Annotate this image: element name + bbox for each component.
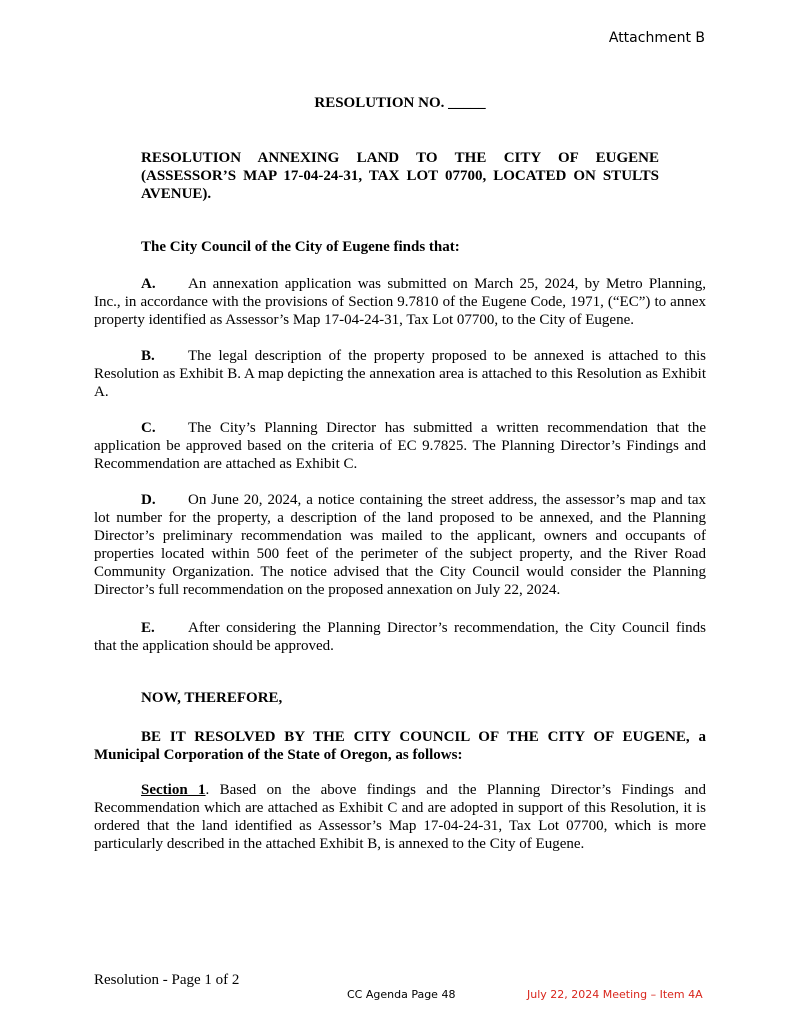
- finding-text: After considering the Planning Director’s recommendation, the City Council finds that the application should be approved.: [94, 620, 706, 654]
- finding-c: [94, 419, 706, 473]
- finding-label: A.: [141, 276, 156, 292]
- finding-text: An annexation application was submitted on March 25, 2024, by Metro Planning, Inc., in accordance with the provisions of Section 9.7810 of the Eugene Code, 1971, (“EC”) to annex property identified as Assessor’s Map 17-04-24-31, Tax Lot 07700, to the City of Eugene.: [94, 276, 706, 328]
- finding-label: C.: [141, 420, 156, 436]
- resolution-number: RESOLUTION NO. _____: [314, 95, 486, 111]
- finding-label: D.: [141, 492, 156, 508]
- finding-text: The legal description of the property proposed to be annexed is attached to this Resolution as Exhibit B. A map depicting the annexation area is attached to this Resolution as Exhibit A.: [94, 348, 706, 400]
- finding-label: B.: [141, 348, 155, 364]
- attachment-label: Attachment B: [608, 30, 705, 46]
- finding-text: The City’s Planning Director has submitted a written recommendation that the application be approved based on the criteria of EC 9.7825. The Planning Director’s Findings and Recommendation are attached as Exhibit C.: [94, 420, 706, 472]
- finding-d: [94, 491, 706, 599]
- meeting-label: July 22, 2024 Meeting – Item 4A: [527, 988, 703, 1001]
- findings-heading: The City Council of the City of Eugene finds that:: [141, 239, 460, 255]
- section-1: [94, 781, 706, 853]
- finding-label: E.: [141, 620, 155, 636]
- finding-text: On June 20, 2024, a notice containing the street address, the assessor’s map and tax lot number for the property, a description of the land proposed to be annexed, and the Planning Director’s preliminary recommendation was mailed to the applicant, owners and occupants of properties located within 500 feet of the perimeter of the subject property, and the River Road Community Organization. The notice advised that the City Council would consider the Planning Director’s full recommendation on the proposed annexation on July 22, 2024.: [94, 492, 706, 598]
- finding-a: [94, 275, 706, 329]
- resolved-clause: [94, 728, 706, 764]
- agenda-page: CC Agenda Page 48: [347, 988, 456, 1001]
- resolved-text: BE IT RESOLVED BY THE CITY COUNCIL OF THE CITY OF EUGENE, a Municipal Corporation of the State of Oregon, as follows:: [94, 729, 706, 763]
- now-therefore: NOW, THEREFORE,: [141, 690, 283, 706]
- page-number: Resolution - Page 1 of 2: [94, 972, 240, 988]
- resolution-title: RESOLUTION ANNEXING LAND TO THE CITY OF EUGENE (ASSESSOR’S MAP 17-04-24-31, TAX LOT 07700, LOCATED ON STULTS AVENUE).: [141, 150, 659, 202]
- finding-e: [94, 619, 706, 655]
- section-1-label: Section 1: [141, 782, 206, 798]
- finding-b: [94, 347, 706, 401]
- section-1-text: . Based on the above findings and the Planning Director’s Findings and Recommendation which are attached as Exhibit C and are adopted in support of this Resolution, it is ordered that the land identified as Assessor’s Map 17-04-24-31, Tax Lot 07700, which is more particularly described in the attached Exhibit B, is annexed to the City of Eugene.: [94, 782, 706, 852]
